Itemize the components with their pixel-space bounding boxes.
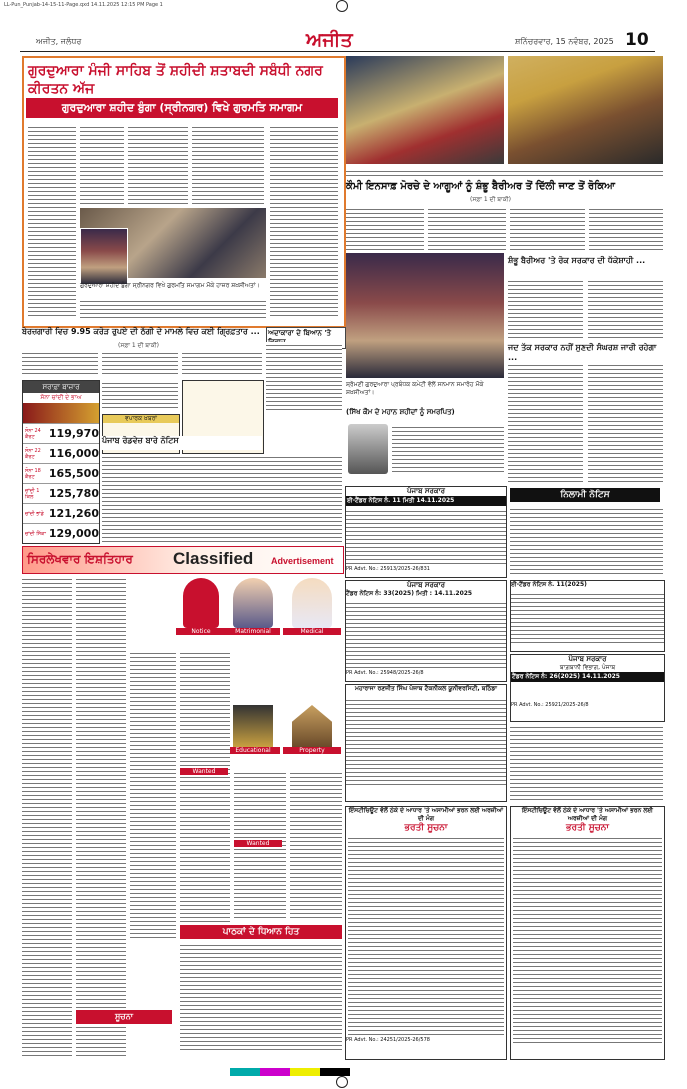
rate-label: ਸੋਨਾ 22 ਕੈਰਟ: [25, 447, 41, 460]
top-right-col1: [346, 206, 424, 250]
category-medical: [283, 578, 341, 648]
rate-row: [23, 523, 99, 543]
classified-banner: [22, 546, 344, 574]
house-icon: [292, 705, 332, 747]
lead-inset-photo: [80, 228, 128, 285]
institute-table: [346, 697, 506, 787]
institute-name: ਮਹਾਰਾਜਾ ਰਣਜੀਤ ਸਿੰਘ ਪੰਜਾਬ ਟੈਕਨੀਕਲ ਯੂਨੀਵਰਸਿਟੀ, ਬਠਿੰਡਾ: [355, 685, 497, 692]
award-caption: ਸ਼੍ਰੋਮਣੀ ਗੁਰਦੁਆਰਾ ਪ੍ਰਬੰਧਕ ਕਮੇਟੀ ਵੱਲੋਂ ਸਨਮਾਨ ਸਮਾਰੋਹ ਮੌਕੇ ਸ਼ਖ਼ਸੀਅਤਾਂ।: [346, 381, 484, 396]
second-side-col: [266, 342, 342, 412]
tender-4-title: ਟੈਂਡਰ ਨੋਟਿਸ ਨੰ: 26(2025) 14.11.2025: [511, 672, 664, 682]
legal-notice-text: [510, 506, 663, 576]
tender-box-1: [345, 486, 507, 578]
educational-icon: [233, 705, 273, 747]
header-rule: [20, 51, 655, 52]
tender-1-pr: PR Advt. No.: 25913/2025-26/831: [346, 566, 430, 572]
recruit-text-1: [348, 835, 504, 1035]
top-right-headline: ਕੌਮੀ ਇਨਸਾਫ਼ ਮੋਰਚੇ ਦੇ ਆਗੂਆਂ ਨੂੰ ਸ਼ੰਭੂ ਬੈਰੀਅਰ ਤੋਂ ਦਿੱਲੀ ਜਾਣ ਤੋਂ ਰੋਕਿਆ: [346, 181, 616, 192]
punjab-sarkar-label: ਪੰਜਾਬ ਸਰਕਾਰ: [406, 487, 445, 495]
rates-table: [23, 423, 99, 543]
second-side-headline: ਅਦਾਕਾਰਾ ਦੇ ਬਿਆਨ 'ਤੇ: [266, 327, 346, 349]
lead-headline: ਗੁਰਦੁਆਰਾ ਮੰਜੀ ਸਾਹਿਬ ਤੋਂ ਸ਼ਹੀਦੀ ਸ਼ਤਾਬਦੀ ਸਬੰਧੀ ਨਗਰ ਕੀਰਤਨ ਅੱਜ: [28, 63, 323, 97]
tender-2-title: ਟੈਂਡਰ ਨੋਟਿਸ ਨੰ: 33(2025) ਮਿਤੀ : 14.11.2025: [346, 590, 473, 597]
lead-text-col1: [28, 124, 76, 319]
tender-box-5: [510, 724, 663, 800]
second-sublabel: (ਸਫ਼ਾ 1 ਦੀ ਬਾਕੀ): [118, 342, 160, 349]
rate-label: ਸੋਨਾ 24 ਕੈਰਟ: [25, 427, 41, 440]
top-right-headline3: ਜਦ ਤੱਕ ਸਰਕਾਰ ਨਹੀਂ ਸੁਣਦੀ ਸੰਘਰਸ਼ ਜਾਰੀ ਰਹੇਗਾ ...: [508, 343, 657, 362]
file-info: LL-Pun_Punjab-14-15-11-Page.qxd 14.11.2025 12:15 PM Page 1: [4, 2, 163, 8]
classified-col6: [290, 770, 342, 920]
registration-mark-bottom: [336, 1076, 348, 1088]
top-right-col3: [510, 206, 585, 250]
lead-subhead: ਗੁਰਦੁਆਰਾ ਸ਼ਹੀਦ ਬੁੰਗਾ (ਸ੍ਰੀਨਗਰ) ਵਿਖੇ ਗੁਰਮਤਿ ਸਮਾਗਮ: [26, 98, 338, 118]
second-col2: [102, 350, 178, 376]
category-label: Matrimonial: [226, 628, 280, 635]
rates-title: ਸਰਾਫ਼ਾ ਬਾਜ਼ਾਰ: [23, 381, 99, 393]
photo-caption-lines: [346, 168, 663, 178]
protest-photo: [346, 56, 504, 164]
notice-icon: [183, 578, 219, 628]
masthead: ਅਜੀਤ: [306, 29, 353, 51]
medical-icon: [292, 578, 332, 628]
recruit-title-2: ਭਰਤੀ ਸੂਚਨਾ: [566, 823, 609, 833]
march-photo: [508, 56, 663, 164]
recruit-head-1: ਇੰਸਟੀਚਿਊਟ ਵੱਲੋਂ ਠੇਕੇ ਦੇ ਆਧਾਰ 'ਤੇ ਅਸਾਮੀਆਂ ਭਰਨ ਲਈ ਅਰਜ਼ੀਆਂ ਦੀ ਮੰਗ: [348, 807, 504, 822]
category-label: Medical: [283, 628, 341, 635]
category-label: Property: [283, 747, 341, 754]
right-col-b: [588, 278, 663, 340]
rate-row: [23, 503, 99, 523]
rates-banner: [23, 403, 99, 423]
gold-rates-box: [22, 380, 100, 544]
right-col-c: [508, 362, 583, 484]
legal-notice-title: ਨਿਲਾਮੀ ਨੋਟਿਸ: [510, 488, 660, 502]
rate-value: 119,970: [48, 427, 99, 440]
mid-box-headline: ਪੰਜਾਬ ਰੋਡਵੇਜ਼ ਬਾਰੇ ਨੋਟਿਸ: [102, 436, 262, 450]
classified-col1: [22, 576, 72, 1056]
rate-row: [23, 483, 99, 503]
lead-text-col4: [192, 124, 264, 204]
punjab-sarkar-label-2: ਪੰਜਾਬ ਸਰਕਾਰ: [406, 581, 445, 589]
rate-label: ਚਾਂਦੀ 1 ਕਿਲੋ: [25, 487, 40, 500]
matrimonial-icon: [233, 578, 273, 628]
rate-value: 121,260: [48, 507, 99, 520]
readers-notice: ਪਾਠਕਾਂ ਦੇ ਧਿਆਨ ਹਿਤ: [180, 925, 342, 939]
recruit-title-1: ਭਰਤੀ ਸੂਚਨਾ: [404, 823, 448, 833]
lead-text-bottom: [80, 298, 266, 320]
page-number: 10: [625, 30, 649, 50]
tender-2-text: [346, 600, 506, 670]
classified-title-punjabi: ਸਿਰਲੇਖਵਾਰ ਇਸ਼ਤਿਹਾਰ: [27, 552, 133, 566]
top-right-col4: [589, 206, 663, 250]
wanted-label-1: Wanted: [180, 768, 228, 775]
market-box-title: ਵਪਾਰਕ ਖ਼ਬਰਾਂ: [103, 415, 179, 423]
tender-1-title: ਈ-ਟੈਂਡਰ ਨੋਟਿਸ ਨੰ. 11 ਮਿਤੀ 14.11.2025: [346, 496, 506, 506]
rate-row: [23, 463, 99, 483]
recruit-text-2: [513, 835, 662, 1045]
institute-box: [345, 684, 507, 802]
tender-4-pr: PR Advt. No.: 25921/2025-26/8: [511, 702, 589, 708]
wanted-label-2: Wanted: [234, 840, 282, 847]
category-matrimonial: [226, 578, 280, 648]
tender-box-2: [345, 580, 507, 682]
rate-value: 125,780: [48, 487, 99, 500]
lead-text-col5: [270, 124, 338, 319]
second-headline: ਬੇਰਜ਼ਗਾਰੀ ਵਿਚ 9.95 ਕਰੋੜ ਰੁਪਏ ਦੀ ਠੱਗੀ ਦੇ ਮਾਮਲੇ ਵਿਚ ਕਈ ਗ੍ਰਿਫ਼ਤਾਰ ...: [22, 327, 260, 336]
lead-text-col2: [80, 124, 124, 204]
color-bar: [230, 1068, 350, 1076]
rates-date-label: ਸੋਨਾ ਚਾਂਦੀ ਦੇ ਭਾਅ: [40, 394, 82, 401]
rate-label: ਸੋਨਾ 18 ਕੈਰਟ: [25, 467, 41, 480]
rate-value: 165,500: [48, 467, 99, 480]
top-right-col2: [428, 206, 506, 250]
rate-value: 116,000: [48, 447, 99, 460]
classified-title-english-small: Advertisement: [271, 556, 334, 566]
bakery-title: ਪੰਜਾਬ ਸਰਕਾਰ: [568, 655, 607, 663]
classified-col4: [180, 650, 230, 940]
category-label: Educational: [226, 747, 280, 754]
mid-box-text: [102, 454, 342, 542]
classified-col2: [76, 576, 126, 1056]
category-label: Notice: [176, 628, 226, 635]
tender-3-text: [511, 591, 664, 646]
lead-story: [22, 56, 346, 328]
readers-notice-text: [180, 942, 342, 1052]
right-col-a: [508, 278, 583, 340]
lead-text-col3: [128, 124, 188, 204]
category-notice: [176, 578, 226, 648]
award-photo: [346, 253, 504, 378]
top-right-sublabel: (ਸਫ਼ਾ 1 ਦੀ ਬਾਕੀ): [470, 196, 512, 203]
second-col1: [22, 350, 98, 376]
left-label: ਅਜੀਤ, ਜਲੰਧਰ: [36, 37, 82, 46]
rate-label: ਚਾਂਦੀ ਸਿੱਕਾ: [25, 530, 46, 537]
tender-3-title: ਈ-ਟੈਂਡਰ ਨੋਟਿਸ ਨੰ. 11(2025): [511, 581, 587, 588]
category-educational: [226, 705, 280, 765]
tender-1-text: [346, 508, 506, 566]
classified-title-english: Classified: [173, 549, 254, 568]
rate-row: [23, 423, 99, 443]
rate-value: 129,000: [48, 527, 99, 540]
registration-mark: [336, 0, 348, 12]
recruit-box-2: [510, 806, 665, 1060]
tender-2-pr: PR Advt. No.: 25948/2025-26/8: [346, 670, 424, 676]
recruit-pr-1: PR Advt. No.: 24251/2025-26/578: [346, 1037, 430, 1043]
obit-text-b: [430, 424, 504, 474]
right-col-d: [588, 362, 663, 484]
rate-row: [23, 443, 99, 463]
rates-side-text: [102, 380, 178, 410]
recruit-head-2: ਇੰਸਟੀਚਿਊਟ ਵੱਲੋਂ ਠੇਕੇ ਦੇ ਆਧਾਰ 'ਤੇ ਅਸਾਮੀਆਂ ਭਰਨ ਲਈ ਅਰਜ਼ੀਆਂ ਦੀ ਮੰਗ: [522, 807, 653, 822]
issue-date: ਸ਼ਨਿੱਚਰਵਾਰ, 15 ਨਵੰਬਰ, 2025: [515, 37, 614, 46]
tender-box-3: [510, 580, 665, 652]
second-col3: [182, 350, 262, 376]
notice-box: ਸੂਚਨਾ: [76, 1010, 172, 1024]
lead-photo-caption: ਗੁਰਦੁਆਰਾ ਸ਼ਹੀਦ ਬੁੰਗਾ ਸ੍ਰੀਨਗਰ ਵਿਖੇ ਗੁਰਮਤਿ ਸਮਾਗਮ ਮੌਕੇ ਹਾਜ਼ਰ ਸ਼ਖ਼ਸੀਅਤਾਂ।: [80, 282, 260, 289]
category-property: [283, 705, 341, 765]
recruit-box-1: [345, 806, 507, 1060]
obit-headline: (ਸਿੱਖ ਕੌਮ ਦੇ ਮਹਾਨ ਸ਼ਹੀਦਾਂ ਨੂੰ ਸਮਰਪਿਤ): [346, 408, 455, 416]
classified-col3: [130, 650, 176, 940]
bakery-sub: ਬਾਗ਼ਬਾਨੀ ਵਿਭਾਗ, ਪੰਜਾਬ: [559, 664, 616, 671]
top-right-headline2: ਸ਼ੰਭੂ ਬੈਰੀਅਰ 'ਤੇ ਰੋਕ ਸਰਕਾਰ ਦੀ ਧੱਕੇਸ਼ਾਹੀ ...: [508, 256, 646, 265]
obit-photo: [348, 424, 388, 474]
rate-label: ਚਾਂਦੀ ਭਾਂਡੇ: [25, 510, 44, 517]
tender-box-4: [510, 654, 665, 722]
